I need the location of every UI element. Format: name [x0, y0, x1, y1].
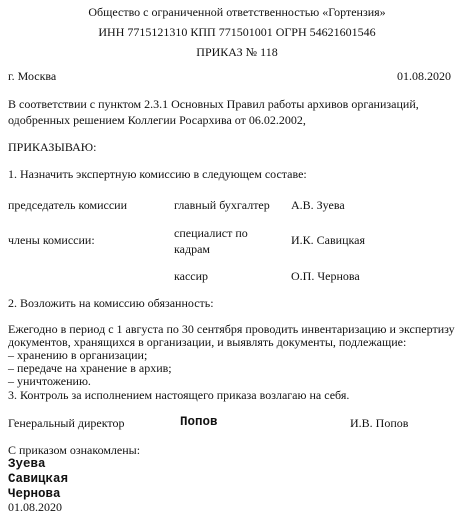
- member-position-line-2: кадрам: [174, 242, 210, 256]
- order-word: ПРИКАЗЫВАЮ:: [8, 140, 97, 154]
- member-name: И.К. Савицкая: [291, 233, 366, 247]
- signer-name: И.В. Попов: [350, 416, 409, 430]
- organization-requisites: ИНН 7715121310 КПП 771501001 ОГРН 54621601546: [98, 25, 376, 39]
- acquainted-name: Зуева: [8, 457, 46, 471]
- signer-role: Генеральный директор: [8, 416, 125, 430]
- member-name: А.В. Зуева: [291, 198, 345, 212]
- duty-item: – хранению в организации;: [8, 348, 148, 362]
- item-1: 1. Назначить экспертную комиссию в следующем составе:: [8, 167, 307, 181]
- chair-role: председатель комиссии: [8, 198, 127, 212]
- acquainted-title: С приказом ознакомлены:: [8, 443, 141, 457]
- signature: Попов: [180, 415, 218, 429]
- members-role: члены комиссии:: [8, 233, 95, 247]
- acquainted-date: 01.08.2020: [8, 500, 62, 514]
- duty-item: – передаче на хранение в архив;: [8, 361, 172, 375]
- preamble-line-2: одобренных решением Коллегии Росархива от 06.02.2002,: [8, 113, 306, 127]
- duties-line-2: документов, хранящихся в организации, и выявлять документы, подлежащие:: [8, 335, 407, 349]
- city: г. Москва: [8, 69, 57, 83]
- member-position-line-1: специалист по: [174, 226, 248, 240]
- acquainted-name: Савицкая: [8, 472, 69, 486]
- order-title: ПРИКАЗ № 118: [196, 45, 278, 59]
- member-name: О.П. Чернова: [291, 269, 360, 283]
- member-position: кассир: [174, 269, 209, 283]
- order-date: 01.08.2020: [397, 69, 451, 83]
- preamble-line-1: В соответствии с пунктом 2.3.1 Основных Правил работы архивов организаций,: [8, 97, 419, 111]
- member-position: главный бухгалтер: [174, 198, 270, 212]
- duty-item: – уничтожению.: [8, 374, 91, 388]
- item-2: 2. Возложить на комиссию обязанность:: [8, 296, 214, 310]
- acquainted-name: Чернова: [8, 487, 61, 501]
- organization-name: Общество с ограниченной ответственностью «Гортензия»: [88, 5, 386, 19]
- item-3: 3. Контроль за исполнением настоящего приказа возлагаю на себя.: [8, 388, 350, 402]
- duties-line-1: Ежегодно в период с 1 августа по 30 сентября проводить инвентаризацию и экспертизу: [8, 322, 455, 336]
